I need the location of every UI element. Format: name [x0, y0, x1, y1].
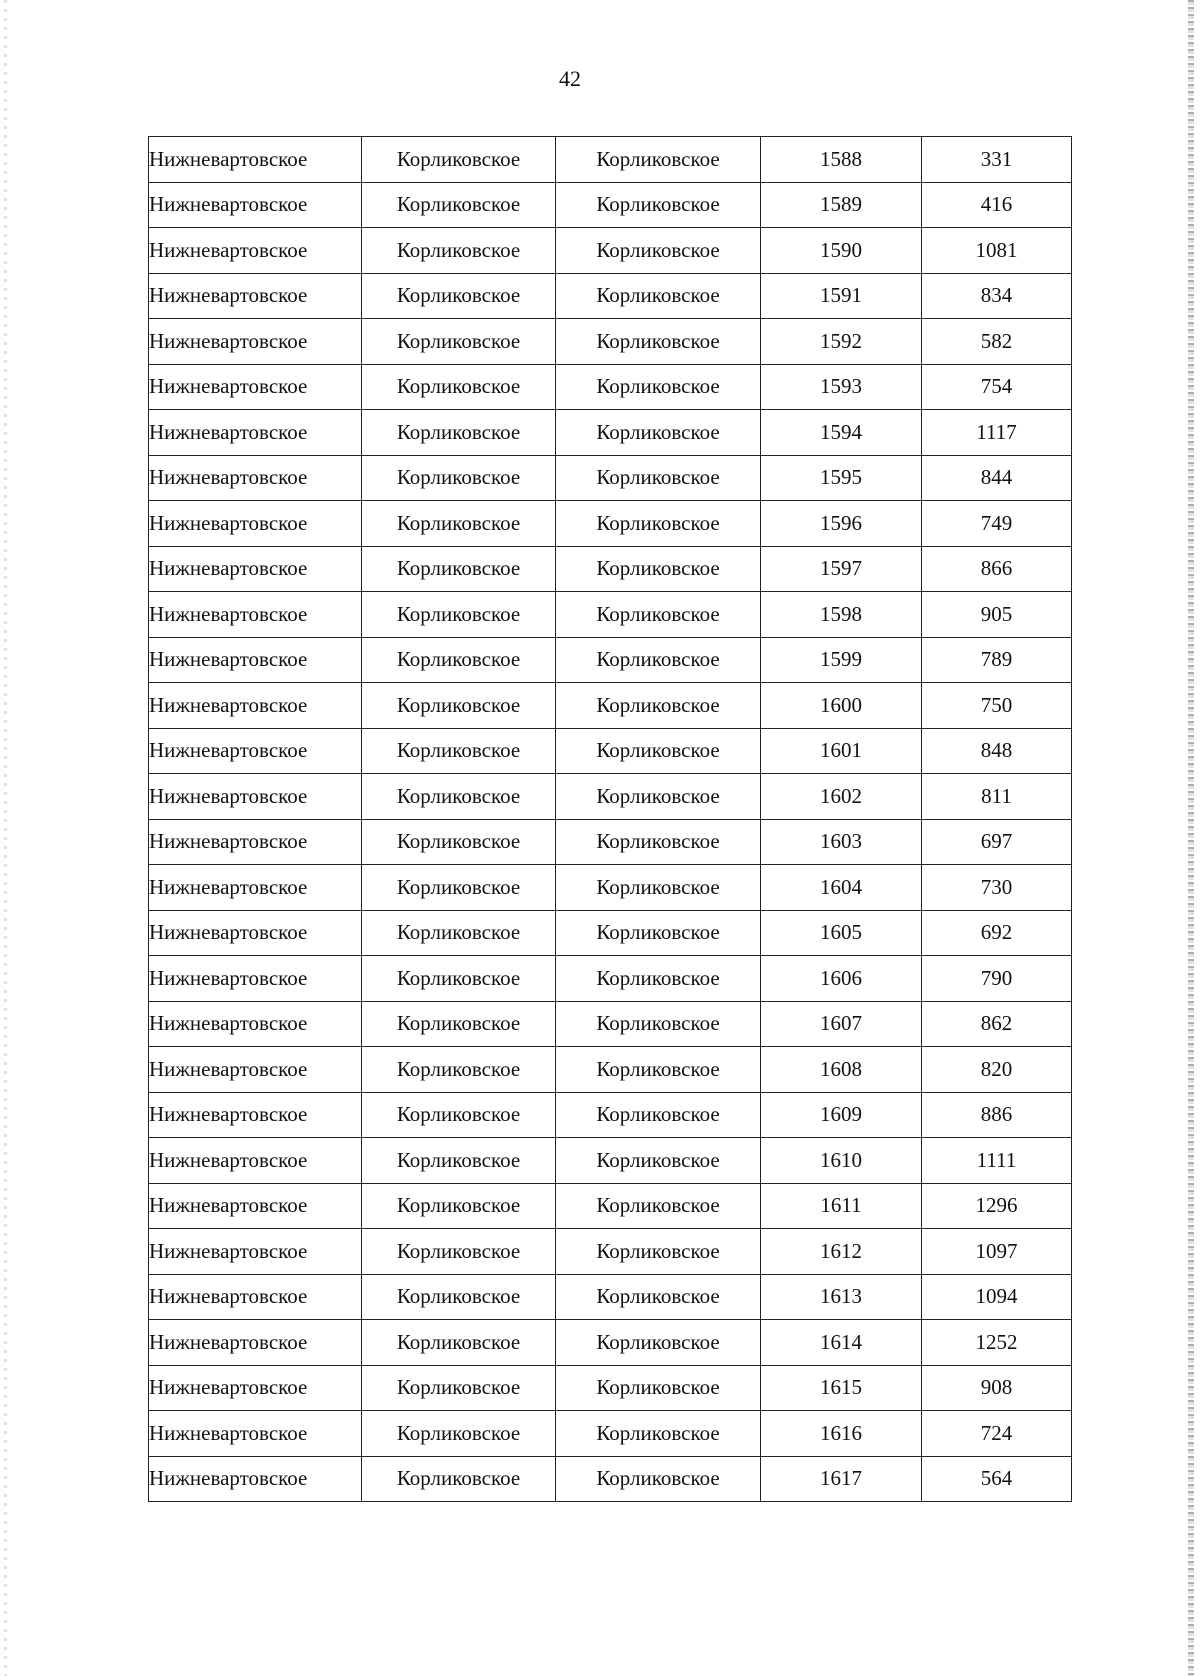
cell-locality: Корликовское — [556, 1320, 761, 1366]
cell-district: Нижневартовское — [149, 228, 362, 274]
cell-district: Нижневартовское — [149, 1001, 362, 1047]
cell-district: Нижневартовское — [149, 546, 362, 592]
cell-value: 1094 — [922, 1274, 1072, 1320]
cell-value: 862 — [922, 1001, 1072, 1047]
cell-code: 1614 — [761, 1320, 922, 1366]
cell-settlement: Корликовское — [362, 273, 556, 319]
cell-settlement: Корликовское — [362, 228, 556, 274]
cell-value: 1081 — [922, 228, 1072, 274]
cell-code: 1603 — [761, 819, 922, 865]
cell-locality: Корликовское — [556, 410, 761, 456]
cell-value: 416 — [922, 182, 1072, 228]
table-row — [149, 364, 1072, 410]
cell-district: Нижневартовское — [149, 410, 362, 456]
table-row — [149, 410, 1072, 456]
cell-code: 1607 — [761, 1001, 922, 1047]
cell-district: Нижневартовское — [149, 364, 362, 410]
cell-value: 1296 — [922, 1183, 1072, 1229]
table-row — [149, 1320, 1072, 1366]
cell-district: Нижневартовское — [149, 1047, 362, 1093]
cell-district: Нижневартовское — [149, 637, 362, 683]
cell-locality: Корликовское — [556, 774, 761, 820]
cell-district: Нижневартовское — [149, 319, 362, 365]
cell-locality: Корликовское — [556, 819, 761, 865]
cell-code: 1617 — [761, 1456, 922, 1502]
cell-value: 1097 — [922, 1229, 1072, 1275]
cell-code: 1606 — [761, 956, 922, 1002]
cell-value: 1252 — [922, 1320, 1072, 1366]
cell-district: Нижневартовское — [149, 728, 362, 774]
cell-code: 1604 — [761, 865, 922, 911]
cell-locality: Корликовское — [556, 1183, 761, 1229]
table-row — [149, 455, 1072, 501]
cell-locality: Корликовское — [556, 1047, 761, 1093]
cell-district: Нижневартовское — [149, 865, 362, 911]
scan-edge-left — [4, 0, 7, 1676]
cell-code: 1616 — [761, 1411, 922, 1457]
table-row — [149, 1138, 1072, 1184]
cell-locality: Корликовское — [556, 137, 761, 183]
table-row — [149, 1456, 1072, 1502]
table-row — [149, 865, 1072, 911]
cell-locality: Корликовское — [556, 455, 761, 501]
cell-district: Нижневартовское — [149, 1092, 362, 1138]
cell-settlement: Корликовское — [362, 182, 556, 228]
table-row — [149, 910, 1072, 956]
cell-district: Нижневартовское — [149, 683, 362, 729]
cell-district: Нижневартовское — [149, 1274, 362, 1320]
cell-locality: Корликовское — [556, 182, 761, 228]
cell-code: 1592 — [761, 319, 922, 365]
table-row — [149, 956, 1072, 1002]
cell-value: 848 — [922, 728, 1072, 774]
cell-value: 789 — [922, 637, 1072, 683]
table-row — [149, 1411, 1072, 1457]
table-row — [149, 683, 1072, 729]
cell-locality: Корликовское — [556, 1456, 761, 1502]
cell-locality: Корликовское — [556, 683, 761, 729]
table-body — [149, 137, 1072, 1502]
cell-settlement: Корликовское — [362, 819, 556, 865]
table-row — [149, 637, 1072, 683]
cell-settlement: Корликовское — [362, 546, 556, 592]
cell-code: 1602 — [761, 774, 922, 820]
cell-code: 1608 — [761, 1047, 922, 1093]
cell-locality: Корликовское — [556, 910, 761, 956]
cell-settlement: Корликовское — [362, 410, 556, 456]
cell-district: Нижневартовское — [149, 1320, 362, 1366]
cell-code: 1593 — [761, 364, 922, 410]
cell-code: 1609 — [761, 1092, 922, 1138]
table-row — [149, 1092, 1072, 1138]
cell-locality: Корликовское — [556, 728, 761, 774]
cell-district: Нижневартовское — [149, 1456, 362, 1502]
table-row — [149, 774, 1072, 820]
cell-settlement: Корликовское — [362, 1138, 556, 1184]
cell-code: 1598 — [761, 592, 922, 638]
cell-district: Нижневартовское — [149, 1138, 362, 1184]
table-row — [149, 1274, 1072, 1320]
cell-value: 820 — [922, 1047, 1072, 1093]
cell-value: 1117 — [922, 410, 1072, 456]
cell-settlement: Корликовское — [362, 865, 556, 911]
cell-settlement: Корликовское — [362, 1365, 556, 1411]
cell-locality: Корликовское — [556, 865, 761, 911]
cell-settlement: Корликовское — [362, 1320, 556, 1366]
cell-locality: Корликовское — [556, 1274, 761, 1320]
cell-settlement: Корликовское — [362, 774, 556, 820]
cell-settlement: Корликовское — [362, 1092, 556, 1138]
cell-value: 582 — [922, 319, 1072, 365]
table-row — [149, 501, 1072, 547]
cell-code: 1595 — [761, 455, 922, 501]
cell-value: 905 — [922, 592, 1072, 638]
cell-locality: Корликовское — [556, 546, 761, 592]
cell-code: 1591 — [761, 273, 922, 319]
cell-settlement: Корликовское — [362, 364, 556, 410]
table-row — [149, 1047, 1072, 1093]
cell-code: 1589 — [761, 182, 922, 228]
cell-value: 908 — [922, 1365, 1072, 1411]
cell-settlement: Корликовское — [362, 956, 556, 1002]
cell-value: 811 — [922, 774, 1072, 820]
cell-locality: Корликовское — [556, 319, 761, 365]
cell-settlement: Корликовское — [362, 1001, 556, 1047]
cell-district: Нижневартовское — [149, 455, 362, 501]
page-number: 42 — [559, 66, 581, 91]
cell-value: 834 — [922, 273, 1072, 319]
cell-locality: Корликовское — [556, 364, 761, 410]
cell-settlement: Корликовское — [362, 1047, 556, 1093]
cell-value: 750 — [922, 683, 1072, 729]
cell-locality: Корликовское — [556, 1229, 761, 1275]
cell-district: Нижневартовское — [149, 819, 362, 865]
cell-code: 1610 — [761, 1138, 922, 1184]
cell-district: Нижневартовское — [149, 592, 362, 638]
cell-code: 1605 — [761, 910, 922, 956]
cell-code: 1613 — [761, 1274, 922, 1320]
cell-value: 1111 — [922, 1138, 1072, 1184]
cell-locality: Корликовское — [556, 1001, 761, 1047]
cell-district: Нижневартовское — [149, 774, 362, 820]
cell-locality: Корликовское — [556, 1138, 761, 1184]
cell-code: 1601 — [761, 728, 922, 774]
cell-district: Нижневартовское — [149, 1229, 362, 1275]
cell-locality: Корликовское — [556, 1365, 761, 1411]
table-row — [149, 1183, 1072, 1229]
cell-value: 724 — [922, 1411, 1072, 1457]
cell-code: 1612 — [761, 1229, 922, 1275]
cell-settlement: Корликовское — [362, 1456, 556, 1502]
cell-district: Нижневартовское — [149, 137, 362, 183]
cell-code: 1611 — [761, 1183, 922, 1229]
table-row — [149, 592, 1072, 638]
cell-settlement: Корликовское — [362, 319, 556, 365]
table-row — [149, 1365, 1072, 1411]
table-row — [149, 728, 1072, 774]
cell-district: Нижневартовское — [149, 910, 362, 956]
cell-code: 1600 — [761, 683, 922, 729]
cell-value: 331 — [922, 137, 1072, 183]
cell-value: 697 — [922, 819, 1072, 865]
cell-district: Нижневартовское — [149, 182, 362, 228]
cell-settlement: Корликовское — [362, 1229, 556, 1275]
cell-settlement: Корликовское — [362, 683, 556, 729]
cell-code: 1594 — [761, 410, 922, 456]
cell-locality: Корликовское — [556, 637, 761, 683]
cell-value: 754 — [922, 364, 1072, 410]
cell-locality: Корликовское — [556, 1411, 761, 1457]
table-row — [149, 1229, 1072, 1275]
table-row — [149, 1001, 1072, 1047]
cell-code: 1615 — [761, 1365, 922, 1411]
cell-settlement: Корликовское — [362, 728, 556, 774]
cell-locality: Корликовское — [556, 956, 761, 1002]
cell-settlement: Корликовское — [362, 1274, 556, 1320]
table-row — [149, 319, 1072, 365]
cell-district: Нижневартовское — [149, 273, 362, 319]
cell-settlement: Корликовское — [362, 501, 556, 547]
cell-district: Нижневартовское — [149, 1411, 362, 1457]
cell-code: 1597 — [761, 546, 922, 592]
table-row — [149, 228, 1072, 274]
cell-district: Нижневартовское — [149, 956, 362, 1002]
cell-settlement: Корликовское — [362, 637, 556, 683]
cell-district: Нижневартовское — [149, 1183, 362, 1229]
cell-value: 564 — [922, 1456, 1072, 1502]
cell-settlement: Корликовское — [362, 592, 556, 638]
cell-code: 1596 — [761, 501, 922, 547]
cell-locality: Корликовское — [556, 273, 761, 319]
cell-code: 1599 — [761, 637, 922, 683]
cell-settlement: Корликовское — [362, 1183, 556, 1229]
cell-locality: Корликовское — [556, 592, 761, 638]
cell-value: 730 — [922, 865, 1072, 911]
table-row — [149, 137, 1072, 183]
cell-code: 1588 — [761, 137, 922, 183]
cell-value: 886 — [922, 1092, 1072, 1138]
cell-value: 844 — [922, 455, 1072, 501]
cell-value: 790 — [922, 956, 1072, 1002]
cell-locality: Корликовское — [556, 228, 761, 274]
table-row — [149, 273, 1072, 319]
cell-code: 1590 — [761, 228, 922, 274]
cell-settlement: Корликовское — [362, 137, 556, 183]
cell-settlement: Корликовское — [362, 455, 556, 501]
table-row — [149, 546, 1072, 592]
cell-district: Нижневартовское — [149, 501, 362, 547]
table-row — [149, 182, 1072, 228]
cell-value: 866 — [922, 546, 1072, 592]
data-table — [148, 136, 1072, 1502]
cell-locality: Корликовское — [556, 501, 761, 547]
cell-settlement: Корликовское — [362, 1411, 556, 1457]
cell-locality: Корликовское — [556, 1092, 761, 1138]
table-row — [149, 819, 1072, 865]
cell-district: Нижневартовское — [149, 1365, 362, 1411]
cell-value: 749 — [922, 501, 1072, 547]
scan-edge-right — [1188, 0, 1194, 1676]
cell-value: 692 — [922, 910, 1072, 956]
cell-settlement: Корликовское — [362, 910, 556, 956]
